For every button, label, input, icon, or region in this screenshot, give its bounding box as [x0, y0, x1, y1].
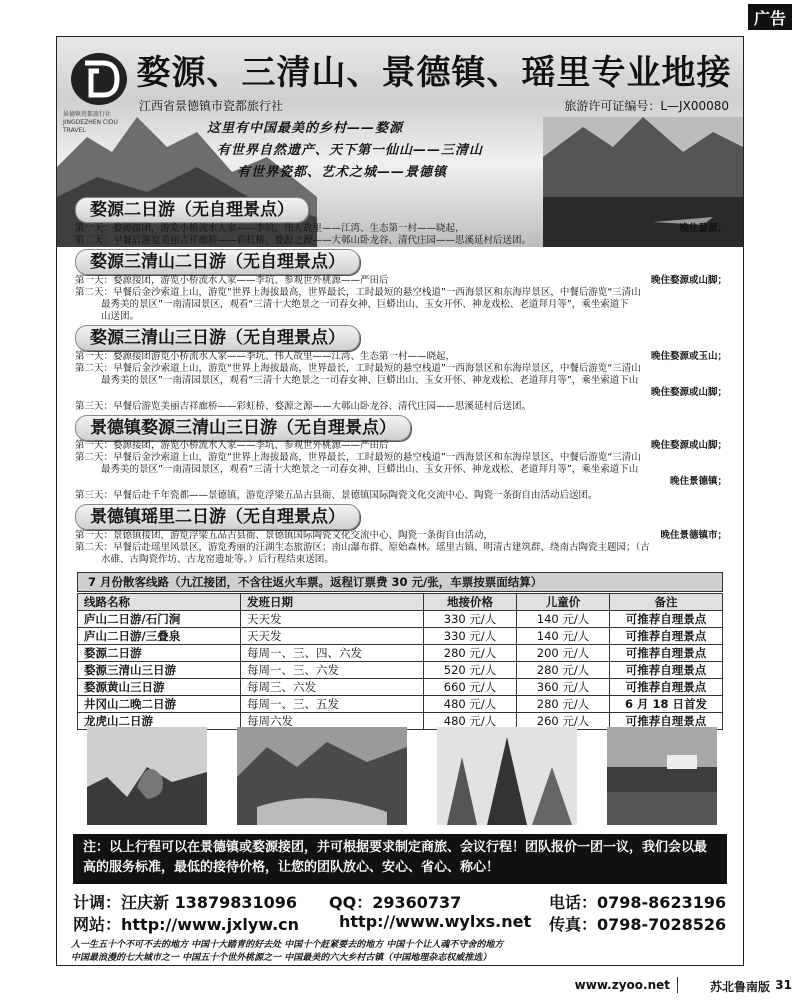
route-name-cell: 庐山二日游/三叠泉: [78, 628, 241, 645]
price-cell: 660 元/人: [424, 679, 517, 696]
accolade-line-2: 中国最浪漫的七大城市之一 中国五十个世外桃源之一 中国最美的六大乡村古镇（中国地理杂志权威推选）: [71, 953, 492, 963]
price-cell: 280 元/人: [424, 645, 517, 662]
section-title-jdz-wuyuan-sanqing-3day: 景德镇婺源三清山三日游（无自理景点）: [75, 415, 411, 441]
license-number: 旅游许可证编号：L—JX00080: [564, 99, 729, 113]
itinerary-line: 第三天：早餐后游览美丽吉祥廊桥——彩虹桥、婺源之源——大鄣山卧龙谷、清代庄园——思溪延村后送团。: [75, 401, 532, 412]
itinerary-line: 最秀美的景区”一南清园景区，观看“三清十大绝景之一司春女神、巨蟒出山、玉女开怀、神龙戏松、老道拜月等”，乘坐索道下山: [101, 464, 639, 475]
child-price-cell: 140 元/人: [517, 628, 610, 645]
table-row: [78, 628, 723, 645]
page-footer: [0, 972, 800, 1005]
ad-tag: 广告: [748, 4, 792, 30]
footer-website-link[interactable]: www.zyoo.net: [574, 978, 670, 992]
itinerary-line: 第二天：早餐后金沙索道上山，游览“世界上海拔最高，世界最长，工时最短的悬空栈道”一西海景区和东海岸景区，中餐后游览“三清山: [75, 287, 641, 298]
schedule-cell: 每周一、三、五发: [241, 696, 424, 713]
schedule-cell: 每周六发: [241, 713, 424, 730]
agency-logo-icon: [69, 47, 129, 111]
stay-note: 晚住景德镇；: [669, 476, 727, 487]
column-header-price: 地接价格: [424, 594, 517, 611]
fax-contact: 传真：0798-7028526: [549, 915, 727, 934]
column-header-route: 线路名称: [78, 594, 241, 611]
remarks-cell: 可推荐自理景点: [610, 611, 723, 628]
itinerary-line: 第二天：早餐后金沙索道上山，游览“世界上海拔最高，世界最长，工时最短的悬空栈道”一西海景区和东海岸景区，中餐后游览“三清山: [75, 452, 641, 463]
schedule-cell: 每周一、三、六发: [241, 662, 424, 679]
website-link-2[interactable]: http://www.wylxs.net: [339, 912, 532, 931]
schedule-cell: 天天发: [241, 611, 424, 628]
qq-contact: QQ：29360737: [329, 893, 462, 912]
route-name-cell: 庐山二日游/石门涧: [78, 611, 241, 628]
table-row: [78, 679, 723, 696]
stay-note: 晚住婺源或玉山；: [650, 351, 727, 362]
table-row: [78, 645, 723, 662]
stay-note: 晚住婺源或山脚；: [650, 275, 727, 286]
itinerary-line: 第二天：早餐后赴瑶里风景区，游览秀丽的汪湖生态旅游区；南山瀑布群、原始森林。瑶里古镇、明清古建筑群、绕南古陶瓷主题园；（古: [75, 542, 650, 553]
route-name-cell: 婺源黄山三日游: [78, 679, 241, 696]
footer-edition: 苏北鲁南版: [709, 980, 770, 994]
section-title-wuyuan-sanqing-3day: 婺源三清山三日游（无自理景点）: [75, 325, 360, 351]
rock-formation-photo: [87, 727, 207, 825]
remarks-cell: 可推荐自理景点: [610, 662, 723, 679]
child-price-cell: 280 元/人: [517, 662, 610, 679]
price-cell: 520 元/人: [424, 662, 517, 679]
remarks-cell: 可推荐自理景点: [610, 628, 723, 645]
slogan-1: 这里有中国最美的乡村——婺源: [207, 121, 404, 136]
schedule-cell: 每周一、三、四、六发: [241, 645, 424, 662]
slogan-3: 有世界瓷都、艺术之城——景德镇: [237, 165, 448, 180]
remarks-cell: 可推荐自理景点: [610, 679, 723, 696]
table-row: [78, 696, 723, 713]
price-cell: 330 元/人: [424, 628, 517, 645]
stay-note: 晚住景德镇市；: [660, 530, 727, 541]
section-title-jdz-yaoli-2day: 景德镇瑶里二日游（无自理景点）: [75, 504, 360, 530]
itinerary-line: 第一天：婺源接团，游览小桥流水人家——李坑、参观世外桃源——严田后: [75, 440, 389, 451]
table-header-row: [78, 594, 723, 611]
route-price-table: [77, 593, 723, 730]
remarks-cell: 6 月 18 日首发: [610, 696, 723, 713]
itinerary-line: 水碓、古陶瓷作坊、古龙窑遗址等。）后行程结束送团。: [101, 554, 334, 565]
itinerary-line: 最秀美的景区”一南清园景区，观看“三清十大绝景之一司春女神、巨蟒出山、玉女开怀、神龙戏松、老道拜月等”，乘坐索道下山: [101, 375, 639, 386]
route-name-cell: 龙虎山二日游: [78, 713, 241, 730]
advertisement-page: [56, 36, 744, 966]
website-link-1[interactable]: 网站：http://www.jxlyw.cn: [73, 915, 300, 934]
child-price-cell: 260 元/人: [517, 713, 610, 730]
column-header-remarks: 备注: [610, 594, 723, 611]
itinerary-line: 第一天：景德镇接团，游览浮梁五品古县衙、景德镇国际陶瓷文化交流中心、陶瓷一条街自由活动，: [75, 530, 494, 541]
itinerary-line: 最秀美的景区”一南清园景区，观看“三清十大绝景之一司春女神、巨蟒出山、玉女开怀、神龙戏松、老道拜月等”，乘坐索道下: [101, 299, 629, 310]
stay-note: 晚住婺源或山脚；: [650, 440, 727, 451]
accolade-line-1: 人一生五十个不可不去的地方 中国十大踏青的好去处 中国十个赶紧要去的地方 中国十个让人魂不守舍的地方: [71, 940, 504, 950]
itinerary-line: 第二天：早餐后游览美丽吉祥廊桥——彩虹桥、婺源之源——大鄣山卧龙谷、清代庄园——思溪延村后送团。: [75, 235, 532, 246]
planner-contact: 计调：汪庆新 13879831096: [73, 893, 298, 912]
child-price-cell: 280 元/人: [517, 696, 610, 713]
page-number: 31: [775, 978, 792, 992]
child-price-cell: 360 元/人: [517, 679, 610, 696]
itinerary-line: 第一天：婺源接团游览小桥流水人家——李坑、伟人故里——江湾、生态第一村——晓起，: [75, 351, 456, 362]
column-header-schedule: 发班日期: [241, 594, 424, 611]
village-lake-photo: [607, 727, 717, 825]
route-name-cell: 井冈山二晚二日游: [78, 696, 241, 713]
section-title-wuyuan-2day: 婺源二日游（无自理景点）: [75, 197, 309, 223]
schedule-cell: 天天发: [241, 628, 424, 645]
remarks-cell: 可推荐自理景点: [610, 713, 723, 730]
agency-name: 江西省景德镇市瓷都旅行社: [139, 99, 284, 113]
price-cell: 480 元/人: [424, 696, 517, 713]
section-title-wuyuan-sanqing-2day: 婺源三清山二日游（无自理景点）: [75, 249, 360, 275]
itinerary-line: 第一天：婺源接团，游览小桥流水人家——李坑、参观世外桃源——严田后: [75, 275, 389, 286]
route-name-cell: 婺源二日游: [78, 645, 241, 662]
table-row: [78, 662, 723, 679]
child-price-cell: 200 元/人: [517, 645, 610, 662]
page-title: 婺源、三清山、景德镇、瑶里专业地接: [136, 53, 732, 93]
itinerary-line: 第一天：婺源接团，游览小桥流水人家——李坑、伟人故里——江湾、生态第一村——晓起，: [75, 223, 465, 234]
schedule-cell: 每周三、六发: [241, 679, 424, 696]
footer-divider: [677, 977, 678, 993]
table-caption: 7 月份散客线路（九江接团，不含往返火车票。返程订票费 30 元/张，车票按票面结算）: [77, 572, 723, 592]
itinerary-line: 第二天：早餐后金沙索道上山，游览“世界上海拔最高，世界最长，工时最短的悬空栈道”一西海景区和东海岸景区，中餐后游览“三清山: [75, 363, 641, 374]
remarks-cell: 可推荐自理景点: [610, 645, 723, 662]
scenery-photo-strip: [87, 727, 717, 827]
stay-note: 晚住婺源或山脚；: [650, 387, 727, 398]
price-cell: 480 元/人: [424, 713, 517, 730]
notice-banner: 注：以上行程可以在景德镇或婺源接团，并可根据要求制定商旅、会议行程！团队报价一团一议，我们会以最高的服务标准，最低的接待价格，让您的团队放心、安心、省心、称心！: [73, 834, 727, 884]
itinerary-line: 山送团。: [101, 311, 140, 322]
slogan-2: 有世界自然遗产、天下第一仙山——三清山: [217, 143, 484, 158]
phone-contact: 电话：0798-8623196: [549, 893, 727, 912]
misty-peaks-photo: [437, 727, 577, 825]
column-header-child-price: 儿童价: [517, 594, 610, 611]
child-price-cell: 140 元/人: [517, 611, 610, 628]
logo-caption: 景德镇瓷都旅行社 JINGDEZHEN CIDU TRAVEL: [63, 111, 118, 134]
price-cell: 330 元/人: [424, 611, 517, 628]
itinerary-line: 第三天：早餐后赴千年瓷都——景德镇，游览浮梁五品古县衙、景德镇国际陶瓷文化交流中心、陶瓷一条街自由活动后送团。: [75, 490, 598, 501]
route-name-cell: 婺源三清山三日游: [78, 662, 241, 679]
table-row: [78, 611, 723, 628]
stay-note: 晚住婺源；: [679, 223, 727, 234]
mountain-river-photo: [237, 727, 407, 825]
